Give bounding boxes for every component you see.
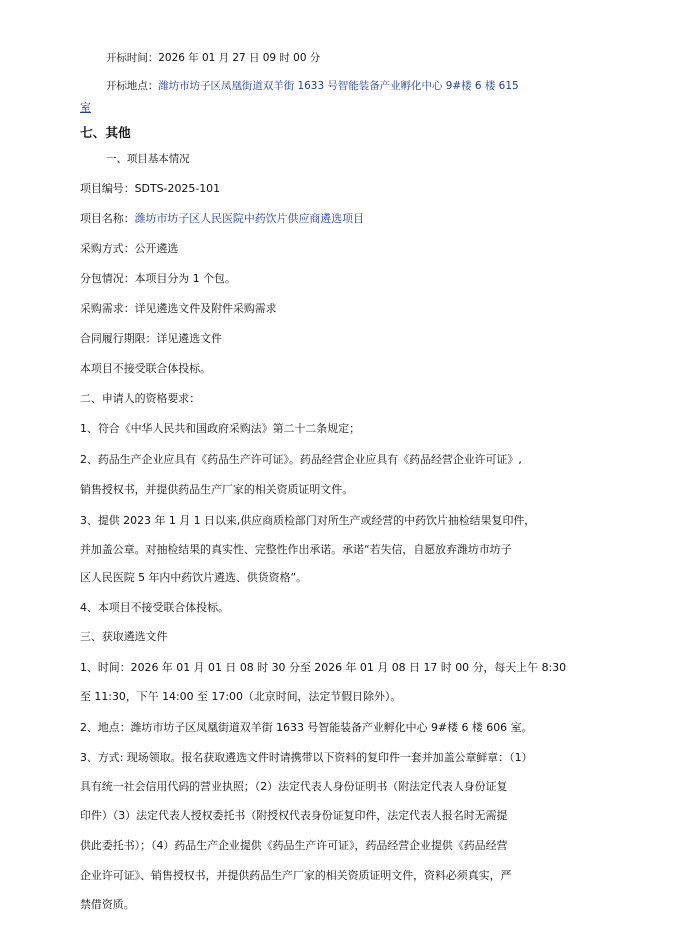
project-number: 项目编号：SDTS-2025-101 bbox=[80, 182, 221, 195]
open-place-address: 潍坊市坊子区凤凰街道双羊街 1633 号智能装备产业孵化中心 9#楼 6 楼 615 bbox=[158, 80, 519, 92]
project-name-label: 项目名称： bbox=[80, 212, 135, 225]
obtain-time-line1: 1、时间：2026 年 01 月 01 日 08 时 30 分至 2026 年 01 月 08 日 17 时 00 分，每天上午 8:30 bbox=[80, 661, 567, 674]
open-place-continuation: 室 bbox=[80, 101, 91, 114]
subheading-obtain-documents: 三、获取遴选文件 bbox=[80, 630, 168, 643]
obtain-method-line2: 具有统一社会信用代码的营业执照；（2）法定代表人身份证明书（附法定代表人身份证复 bbox=[80, 780, 508, 793]
section-title: 七、其他 bbox=[80, 125, 131, 140]
obtain-method-line3: 印件）（3）法定代表人授权委托书（附授权代表身份证复印件，法定代表人报名时无需提 bbox=[80, 809, 508, 822]
project-name-value: 潍坊市坊子区人民医院中药饮片供应商遴选项目 bbox=[134, 212, 364, 225]
obtain-method-line5: 企业许可证》、销售授权书，并提供药品生产厂家的相关资质证明文件，资料必须真实，严 bbox=[80, 869, 512, 882]
qualification-3-line3: 区人民医院 5 年内中药饮片遴选、供货资格”。 bbox=[80, 571, 308, 584]
procurement-requirement: 采购需求：详见遴选文件及附件采购需求 bbox=[80, 302, 277, 315]
qualification-2-line2: 销售授权书，并提供药品生产厂家的相关资质证明文件。 bbox=[80, 483, 354, 496]
procurement-method: 采购方式：公开遴选 bbox=[80, 242, 179, 255]
no-consortium-notice: 本项目不接受联合体投标。 bbox=[80, 362, 212, 375]
contract-period: 合同履行期限：详见遴选文件 bbox=[80, 332, 222, 345]
qualification-3-line2: 并加盖公章。对抽检结果的真实性、完整性作出承诺。承诺“若失信，自愿放弃潍坊市坊子 bbox=[80, 543, 512, 556]
package-info: 分包情况：本项目分为 1 个包。 bbox=[80, 272, 236, 285]
qualification-4: 4、本项目不接受联合体投标。 bbox=[80, 601, 229, 614]
open-place-label: 开标地点： bbox=[106, 80, 159, 92]
obtain-method-line4: 供此委托书）；（4）药品生产企业提供《药品生产许可证》，药品经营企业提供《药品经营 bbox=[80, 839, 508, 852]
obtain-location: 2、地点：潍坊市坊子区凤凰街道双羊街 1633 号智能装备产业孵化中心 9#楼 6 楼 606 室。 bbox=[80, 721, 533, 734]
obtain-method-line6: 禁借资质。 bbox=[80, 898, 135, 911]
obtain-method-line1: 3、方式: 现场领取。报名获取遴选文件时请携带以下资料的复印件一套并加盖公章鲜章：（1） bbox=[80, 751, 533, 764]
open-time: 开标时间：2026 年 01 月 27 日 09 时 00 分 bbox=[106, 52, 321, 64]
qualification-3-line1: 3、提供 2023 年 1 月 1 日以来,供应商质检部门对所生产或经营的中药饮片抽检结果复印件， bbox=[80, 514, 536, 527]
subheading-basic-info: 一、项目基本情况 bbox=[106, 153, 190, 165]
project-name bbox=[80, 211, 685, 227]
qualification-2-line1: 2、药品生产企业应具有《药品生产许可证》。药品经营企业应具有《药品经营企业许可证》, bbox=[80, 453, 522, 466]
qualification-1: 1、符合《中华人民共和国政府采购法》第二十二条规定； bbox=[80, 422, 360, 435]
subheading-qualifications: 二、申请人的资格要求： bbox=[80, 392, 201, 405]
open-place bbox=[106, 78, 685, 94]
obtain-time-line2: 至 11:30，下午 14:00 至 17:00（北京时间，法定节假日除外）。 bbox=[80, 690, 402, 703]
